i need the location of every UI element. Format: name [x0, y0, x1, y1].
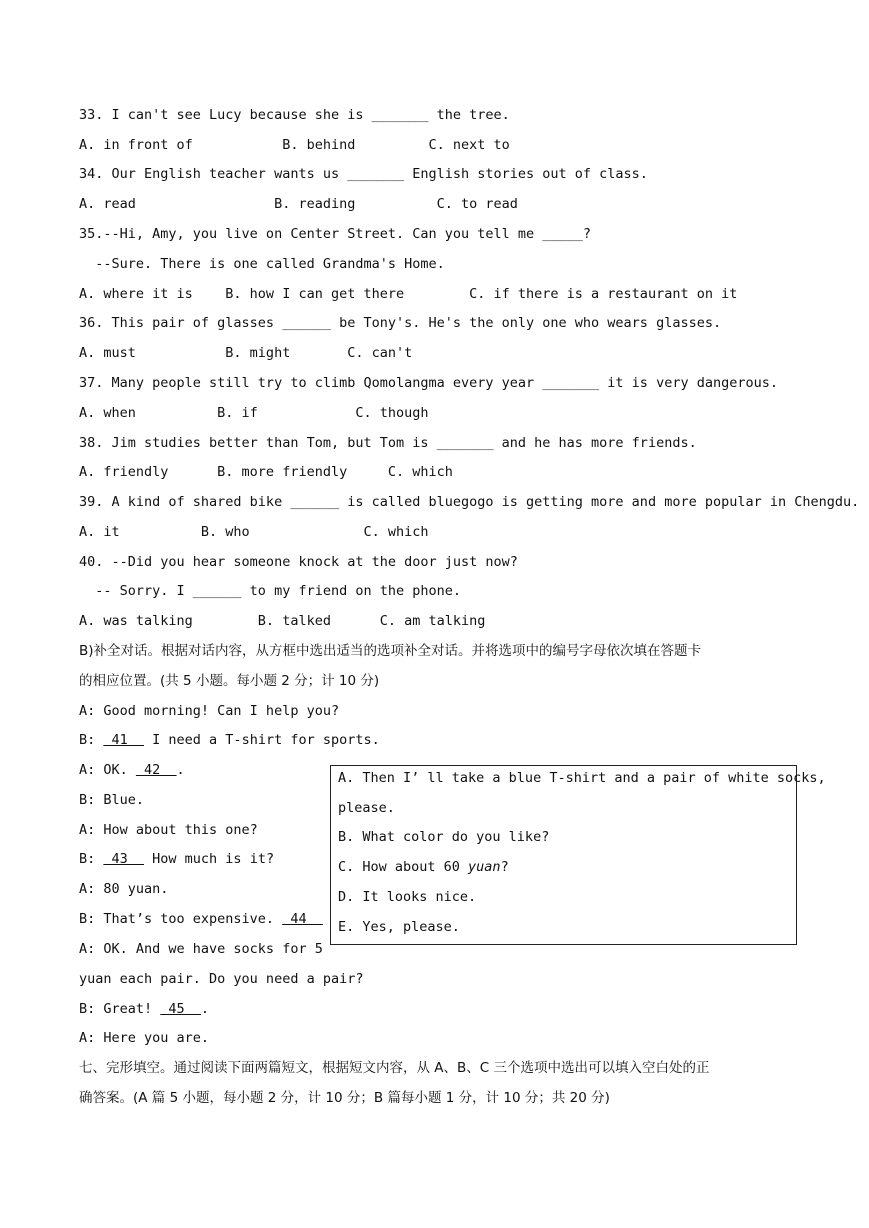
question-options: A. where it is B. how I can get there C. if there is a restaurant on it	[79, 286, 738, 302]
dialog-line: B: Blue.	[79, 792, 145, 808]
question-options: A. in front of B. behind C. next to	[79, 137, 510, 153]
dialog-line: A: 80 yuan.	[79, 881, 169, 897]
dialog-line: A: How about this one?	[79, 822, 258, 838]
option-a-cont: please.	[338, 800, 395, 816]
option-b: B. What color do you like?	[338, 829, 550, 845]
question-stem: 33. I can't see Lucy because she is _______ the tree.	[79, 107, 510, 123]
option-c: C. How about 60 yuan?	[338, 859, 509, 875]
option-a: A. Then I’ ll take a blue T-shirt and a pair of white socks,	[338, 770, 826, 786]
question-stem: 35.--Hi, Amy, you live on Center Street. Can you tell me _____?	[79, 226, 592, 242]
question-options: A. friendly B. more friendly C. which	[79, 464, 453, 480]
question-stem: 39. A kind of shared bike ______ is called bluegogo is getting more and more popular in Chengdu.	[79, 494, 860, 510]
dialog-line: B: Great! 45 .	[79, 1001, 210, 1017]
dialog-line: B: That’s too expensive. 44	[79, 911, 323, 927]
question-options: A. was talking B. talked C. am talking	[79, 613, 486, 629]
dialog-line: A: OK. 42 .	[79, 762, 185, 778]
answer-blank-44: 44	[282, 911, 323, 927]
dialog-line: yuan each pair. Do you need a pair?	[79, 971, 364, 987]
option-e: E. Yes, please.	[338, 919, 460, 935]
dialog-line: A: OK. And we have socks for 5	[79, 941, 323, 957]
question-stem: 37. Many people still try to climb Qomolangma every year _______ it is very dangerous.	[79, 375, 778, 391]
answer-blank-45: 45	[160, 1001, 201, 1017]
question-stem: 38. Jim studies better than Tom, but Tom is _______ and he has more friends.	[79, 435, 697, 451]
question-stem: 40. --Did you hear someone knock at the door just now?	[79, 554, 518, 570]
dialog-line: B: 41 I need a T-shirt for sports.	[79, 732, 380, 748]
question-options: A. when B. if C. though	[79, 405, 429, 421]
question-options: A. read B. reading C. to read	[79, 196, 518, 212]
answer-blank-41: 41	[103, 732, 145, 748]
question-options: A. must B. might C. can't	[79, 345, 413, 361]
dialog-line: A: Good morning! Can I help you?	[79, 703, 340, 719]
option-d: D. It looks nice.	[338, 889, 477, 905]
dialog-line: B: 43 How much is it?	[79, 851, 275, 867]
section-b-heading-cont: 的相应位置。(共 5 小题。每小题 2 分；计 10 分)	[79, 673, 380, 689]
options-box	[330, 765, 826, 945]
section-7-heading: 七、完形填空。通过阅读下面两篇短文，根据短文内容，从 A、B、C 三个选项中选出可以填入空白处的正	[79, 1060, 710, 1076]
answer-blank-42: 42	[135, 762, 177, 778]
question-options: A. it B. who C. which	[79, 524, 429, 540]
question-stem-reply: --Sure. There is one called Grandma's Home.	[79, 256, 445, 272]
question-stem: 36. This pair of glasses ______ be Tony's. He's the only one who wears glasses.	[79, 315, 722, 331]
question-stem: 34. Our English teacher wants us _______ English stories out of class.	[79, 166, 648, 182]
question-stem-reply: -- Sorry. I ______ to my friend on the phone.	[79, 583, 462, 599]
section-7-heading-cont: 确答案。(A 篇 5 小题，每小题 2 分，计 10 分；B 篇每小题 1 分，计 10 分；共 20 分)	[79, 1090, 610, 1106]
section-b-heading: B)补全对话。根据对话内容，从方框中选出适当的选项补全对话。并将选项中的编号字母依次填在答题卡	[79, 643, 702, 659]
answer-blank-43: 43	[103, 851, 145, 867]
dialog-line: A: Here you are.	[79, 1030, 210, 1046]
